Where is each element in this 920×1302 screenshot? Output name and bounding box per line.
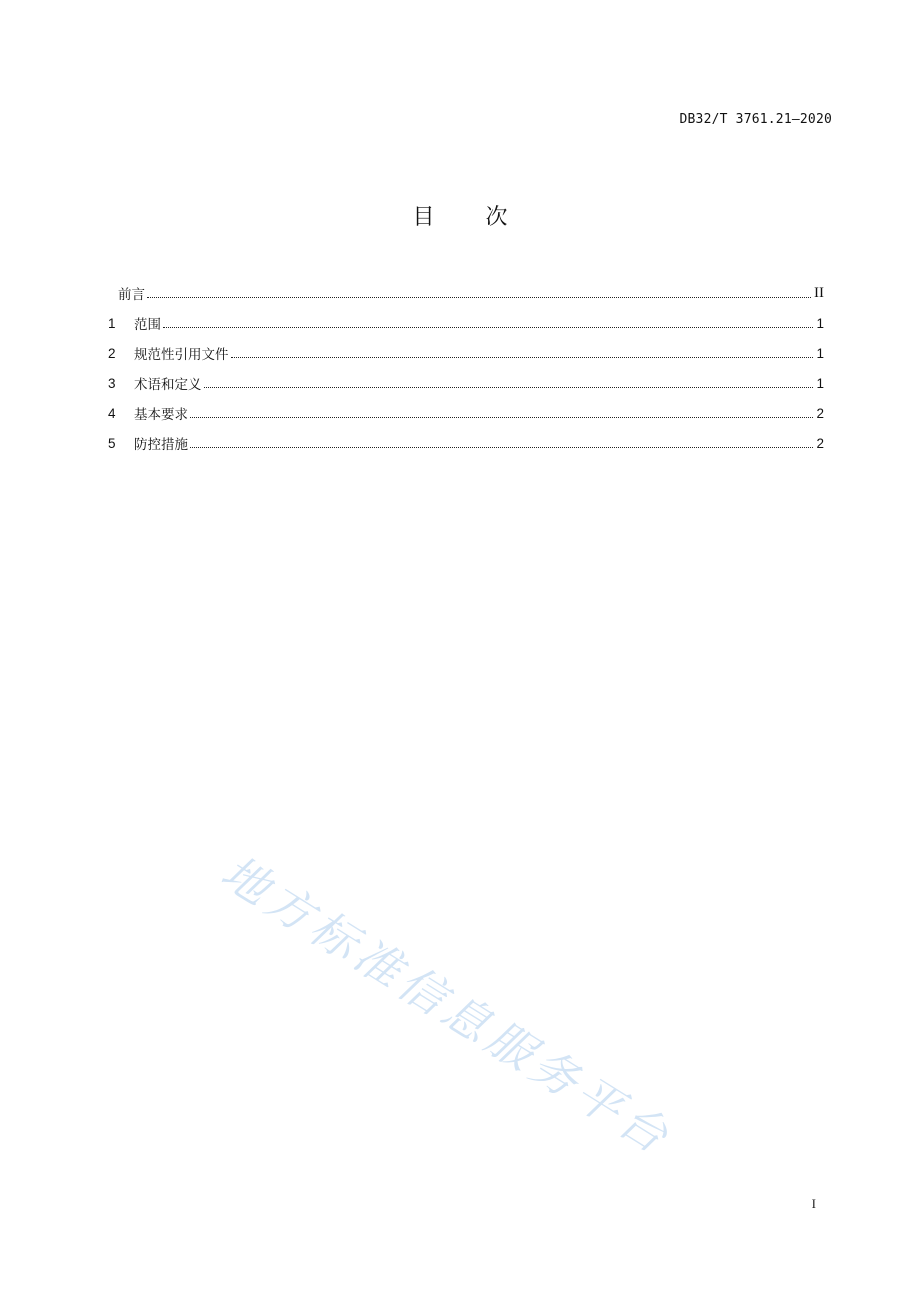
toc-entry-label: 防控措施 <box>134 437 188 453</box>
toc-dot-leader <box>163 326 813 328</box>
toc-entry-label: 范围 <box>134 317 161 333</box>
toc-entry-control-measures[interactable] <box>108 428 824 458</box>
toc-entry-normative-references[interactable] <box>108 338 824 368</box>
toc-entry-number: 5 <box>108 435 116 451</box>
toc-entry-page: 2 <box>816 405 824 421</box>
toc-list <box>108 278 824 458</box>
page-number: I <box>811 1196 816 1211</box>
toc-entry-page: 1 <box>816 315 824 331</box>
toc-entry-page: 2 <box>816 435 824 451</box>
toc-dot-leader <box>231 356 814 358</box>
toc-entry-number: 2 <box>108 345 116 361</box>
toc-entry-scope[interactable] <box>108 308 824 338</box>
toc-title: 目 次 <box>412 205 530 230</box>
toc-entry-terms-definitions[interactable] <box>108 368 824 398</box>
toc-entry-basic-requirements[interactable] <box>108 398 824 428</box>
toc-entry-page: 1 <box>816 345 824 361</box>
toc-entry-page: 1 <box>816 375 824 391</box>
toc-entry-label: 术语和定义 <box>134 377 202 393</box>
toc-entry-number: 1 <box>108 315 116 331</box>
toc-entry-label: 基本要求 <box>134 407 188 423</box>
toc-entry-number: 4 <box>108 405 116 421</box>
toc-dot-leader <box>190 416 813 418</box>
toc-dot-leader <box>190 446 813 448</box>
toc-dot-leader <box>204 386 814 388</box>
toc-entry-foreword[interactable] <box>108 278 824 308</box>
toc-dot-leader <box>147 296 811 298</box>
watermark: 地方标准信息服务平台 <box>212 844 682 1166</box>
standard-code: DB32/T 3761.21—2020 <box>679 112 832 127</box>
toc-entry-label: 前言 <box>118 287 145 303</box>
toc-entry-number: 3 <box>108 375 116 391</box>
toc-entry-page: II <box>814 284 824 301</box>
toc-entry-label: 规范性引用文件 <box>134 347 229 363</box>
